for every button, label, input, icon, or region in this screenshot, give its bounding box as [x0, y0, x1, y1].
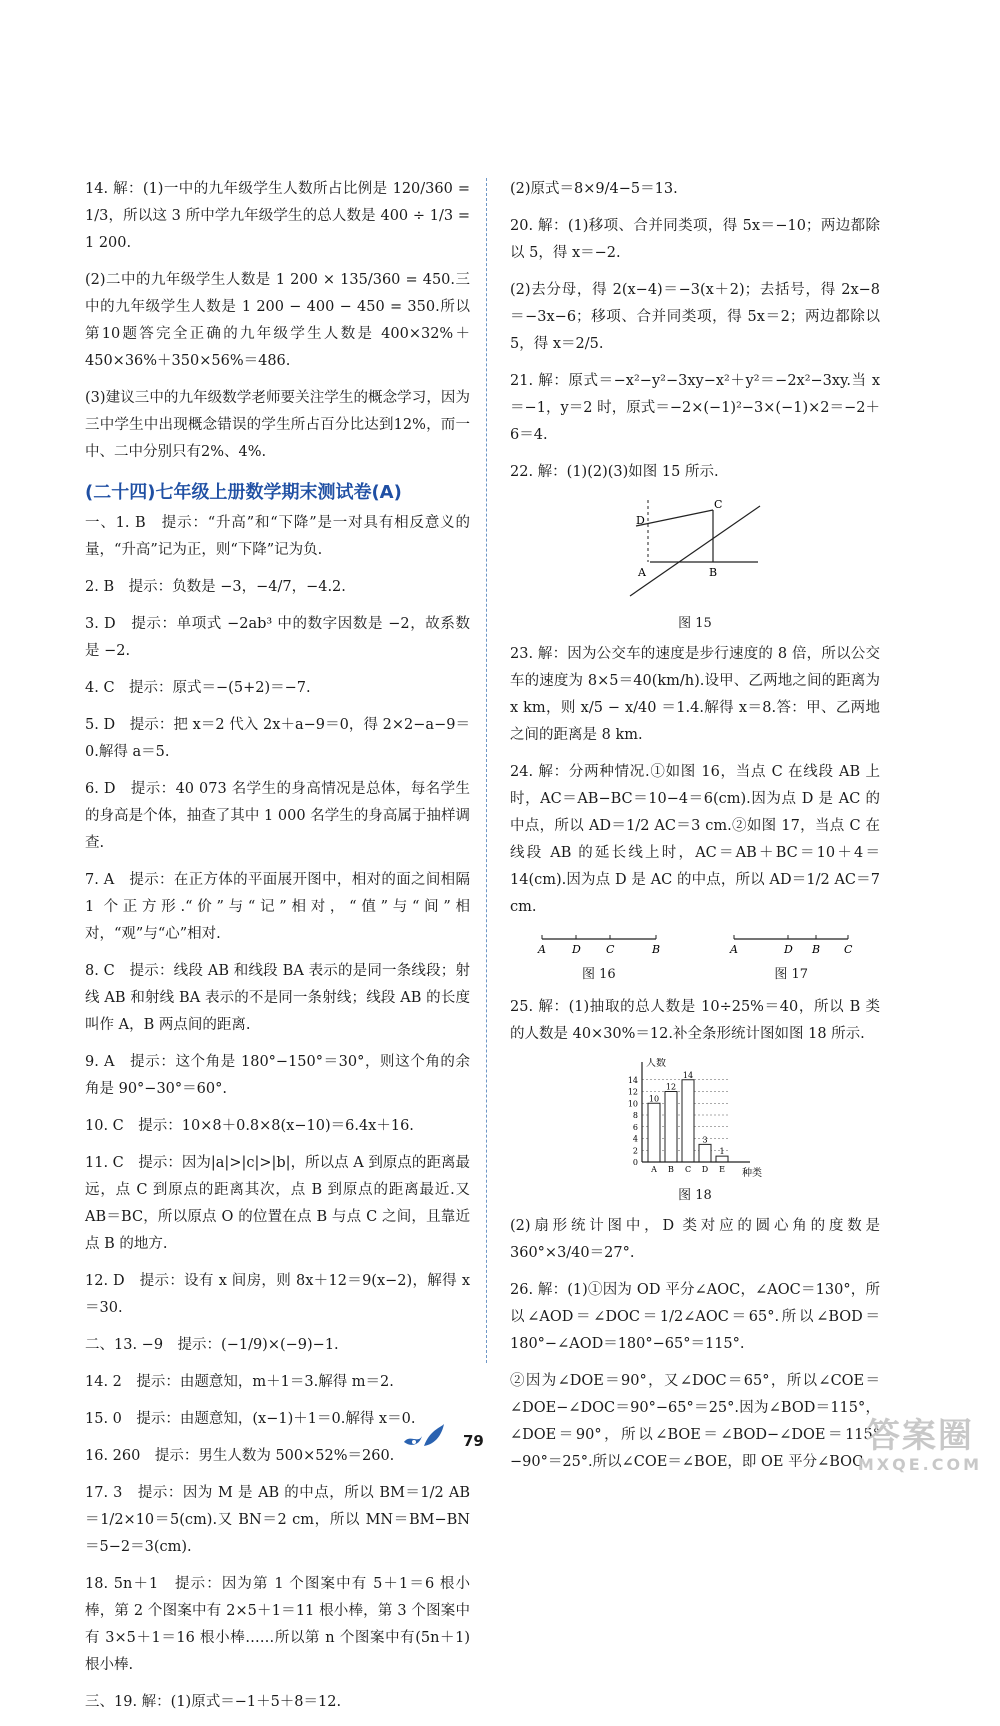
bar-D [699, 1144, 711, 1162]
chart-x-label: 种类 [742, 1168, 762, 1178]
bar-value-C: 14 [682, 1070, 694, 1080]
figure-15-caption: 图 15 [678, 616, 712, 631]
answer-5: 5. D 提示：把 x＝2 代入 2x＋a−9＝0，得 2×2−a−9＝0.解得 a＝5. [85, 717, 470, 760]
y-tick-label-3: 6 [632, 1122, 638, 1132]
answer-17: 17. 3 提示：因为 M 是 AB 的中点，所以 BM＝1/2 AB＝1/2×10＝5(cm).又 BN＝2 cm，所以 MN＝BM−BN＝5−2＝3(cm). [85, 1485, 470, 1555]
fig16-label-d: D [571, 943, 581, 956]
answer-7: 7. A 提示：在正方体的平面展开图中，相对的面之间相隔 1 个正方形.“价”与“记”相对，“值”与“间”相对，“观”与“心”相对. [85, 872, 470, 942]
left-column [85, 176, 470, 1726]
fig15-label-d: D [636, 514, 645, 527]
fig17-label-c: C [844, 943, 853, 956]
section-title: (二十四)七年级上册数学期末测试卷(A) [85, 482, 402, 503]
answer-12: 12. D 提示：设有 x 间房，则 8x＋12＝9(x−2)，解得 x＝30. [85, 1273, 470, 1316]
answer-2: 2. B 提示：负数是 −3，−4/7，−4.2. [85, 579, 346, 595]
x-tick-label-D: D [701, 1165, 709, 1174]
y-tick-label-1: 2 [632, 1146, 638, 1156]
answer-15: 15. 0 提示：由题意知，(x−1)＋1＝0.解得 x＝0. [85, 1411, 416, 1427]
watermark-line2: MXQE.COM [857, 1455, 982, 1474]
chart-bars [648, 1071, 728, 1162]
right-column [510, 176, 880, 1486]
answer-11: 11. C 提示：因为|a|>|c|>|b|，所以点 A 到原点的距离最远，点 C 到原点的距离其次，点 B 到原点的距离最近.又 AB＝BC，所以原点 O 的位置在点 B 与点 C 之间，且靠近点 B 的地方. [85, 1155, 470, 1252]
answer-25-part2: (2)扇形统计图中，D 类对应的圆心角的度数是 360°×3/40＝27°. [510, 1218, 880, 1261]
answer-4: 4. C 提示：原式＝−(5+2)＝−7. [85, 680, 311, 696]
y-tick-label-7: 14 [627, 1075, 638, 1085]
fig15-label-c: C [714, 498, 723, 511]
answer-23: 23. 解：因为公交车的速度是步行速度的 8 倍，所以公交车的速度为 8×5＝40(km/h).设甲、乙两地之间的距离为 x km，则 x/5 − x/40 ＝1.4.解得 x＝8.答：甲、乙两地之间的距离是 8 km. [510, 646, 880, 743]
answer-26-part1: 26. 解：(1)①因为 OD 平分∠AOC，∠AOC＝130°，所以∠AOD＝∠DOC＝1/2∠AOC＝65°.所以∠BOD＝180°−∠AOD＝180°−65°＝115°. [510, 1282, 880, 1352]
figure-15 [510, 496, 880, 631]
y-tick-label-0: 0 [632, 1158, 638, 1167]
answer-19: 三、19. 解：(1)原式＝−1＋5＋8＝12. [85, 1694, 342, 1710]
figure-16-caption: 图 16 [581, 967, 616, 982]
bar-C [682, 1080, 694, 1162]
fig15-line-ac [630, 506, 760, 596]
answer-6: 6. D 提示：40 073 名学生的身高情况是总体，每名学生的身高是个体，抽查了其中 1 000 名学生的身高属于抽样调查. [85, 781, 470, 851]
answer-14-part1: 14. 解：(1)一中的九年级学生人数所占比例是 120/360 = 1/3，所以这 3 所中学九年级学生的总人数是 400 ÷ 1/3 = 1 200. [85, 181, 470, 251]
figures-16-17 [510, 931, 880, 982]
fig17-label-b: B [812, 943, 821, 956]
bar-value-D: 3 [702, 1135, 708, 1145]
watermark-line1: 答案圈 [865, 1416, 974, 1456]
y-tick-label-6: 12 [627, 1087, 638, 1097]
y-tick-label-5: 10 [627, 1099, 638, 1109]
answer-26-part2: ②因为∠DOE＝90°，又∠DOC＝65°，所以∠COE＝∠DOE−∠DOC＝90°−65°＝25°.因为∠BOD＝115°，∠DOE＝90°，所以∠BOE＝∠BOD−∠DOE＝115°−90°＝25°.所以∠COE＝∠BOE，即 OE 平分∠BOC. [510, 1373, 880, 1470]
fig16-label-b: B [651, 943, 660, 956]
answer-19-part2: (2)原式＝8×9/4−5＝13. [510, 181, 678, 197]
answer-14-part2: (2)二中的九年级学生人数是 1 200 × 135/360 = 450.三中的九年级学生人数是 1 200 − 400 − 450 = 350.所以第10题答完全正确的九年级学生人数是 400×32%＋450×36%＋350×56%＝486. [85, 272, 470, 369]
answer-20-part1: 20. 解：(1)移项、合并同类项，得 5x＝−10；两边都除以 5，得 x＝−2. [510, 218, 880, 261]
figure-16-diagram [534, 931, 664, 957]
figure-18 [510, 1058, 880, 1203]
figure-17-caption: 图 17 [774, 967, 809, 982]
fig15-label-a: A [638, 566, 646, 579]
answer-16: 16. 260 提示：男生人数为 500×52%＝260. [85, 1448, 395, 1464]
figure-15-diagram [610, 496, 780, 606]
answer-24: 24. 解：分两种情况.①如图 16，当点 C 在线段 AB 上时，AC＝AB−BC＝10−4＝6(cm).因为点 D 是 AC 的中点，所以 AD＝1/2 AC＝3 cm.②如图 17，当点 C 在线段 AB 的延长线上时，AC＝AB＋BC＝10＋4＝14(cm).因为点 D 是 AC 的中点，所以 AD＝1/2 AC＝7 cm. [510, 764, 880, 915]
answer-1: 一、1. B 提示：“升高”和“下降”是一对具有相反意义的量，“升高”记为正，则“下降”记为负. [85, 515, 470, 558]
answer-25-part1: 25. 解：(1)抽取的总人数是 10÷25%＝40，所以 B 类的人数是 40×30%＝12.补全条形统计图如图 18 所示. [510, 999, 880, 1042]
chart-y-label: 人数 [646, 1058, 666, 1069]
figure-17-diagram [726, 931, 856, 957]
x-tick-label-C: C [684, 1165, 692, 1174]
answer-20-part2: (2)去分母，得 2(x−4)＝−3(x＋2)；去括号，得 2x−8＝−3x−6；移项、合并同类项，得 5x＝2；两边都除以 5，得 x＝2/5. [510, 282, 880, 352]
fig16-label-c: C [605, 943, 615, 956]
y-tick-label-2: 4 [632, 1134, 638, 1144]
answer-9: 9. A 提示：这个角是 180°−150°＝30°，则这个角的余角是 90°−30°＝60°. [85, 1054, 470, 1097]
answer-14-part3: (3)建议三中的九年级数学老师要关注学生的概念学习，因为三中学生中出现概念错误的学生所占百分比达到12%，而一中、二中分别只有2%、4%. [85, 390, 470, 460]
fig17-label-d: D [784, 943, 794, 956]
answer-22: 22. 解：(1)(2)(3)如图 15 所示. [510, 464, 719, 480]
x-tick-label-B: B [668, 1165, 674, 1174]
bar-value-A: 10 [648, 1094, 660, 1104]
bar-value-B: 12 [665, 1082, 677, 1092]
bar-A [648, 1103, 660, 1162]
figure-18-bar-chart [620, 1058, 770, 1178]
bar-B [665, 1092, 677, 1163]
answer-10: 10. C 提示：10×8＋0.8×8(x−10)＝6.4x＋16. [85, 1118, 414, 1134]
answer-13: 二、13. −9 提示：(−1/9)×(−9)−1. [85, 1337, 339, 1353]
answer-14b: 14. 2 提示：由题意知，m＋1＝3.解得 m＝2. [85, 1374, 394, 1390]
page-number: 79 [463, 1432, 484, 1450]
figure-17 [702, 931, 880, 982]
column-divider [486, 178, 487, 1363]
bar-E [716, 1156, 728, 1162]
bar-value-E: 1 [719, 1147, 725, 1157]
fig16-label-a: A [537, 943, 546, 956]
fig17-label-a: A [730, 943, 739, 956]
answer-21: 21. 解：原式＝−x²−y²−3xy−x²＋y²＝−2x²−3xy.当 x＝−1，y＝2 时，原式＝−2×(−1)²−3×(−1)×2＝−2＋6＝4. [510, 373, 880, 443]
fig15-label-b: B [709, 566, 718, 579]
leaf-ornament-icon [400, 1420, 448, 1450]
x-tick-label-E: E [719, 1165, 725, 1174]
figure-18-caption: 图 18 [678, 1188, 712, 1203]
x-tick-label-A: A [651, 1165, 657, 1174]
figure-16 [510, 931, 688, 982]
y-tick-label-4: 8 [632, 1111, 638, 1120]
watermark [858, 1408, 982, 1474]
answer-3: 3. D 提示：单项式 −2ab³ 中的数字因数是 −2，故系数是 −2. [85, 616, 470, 659]
answer-18: 18. 5n＋1 提示：因为第 1 个图案中有 5＋1＝6 根小棒，第 2 个图案中有 2×5＋1＝11 根小棒，第 3 个图案中有 3×5＋1＝16 根小棒……所以第 n 个图案中有(5n＋1)根小棒. [85, 1576, 470, 1673]
answer-8: 8. C 提示：线段 AB 和线段 BA 表示的是同一条线段；射线 AB 和射线 BA 表示的不是同一条射线；线段 AB 的长度叫作 A，B 两点间的距离. [85, 963, 470, 1033]
